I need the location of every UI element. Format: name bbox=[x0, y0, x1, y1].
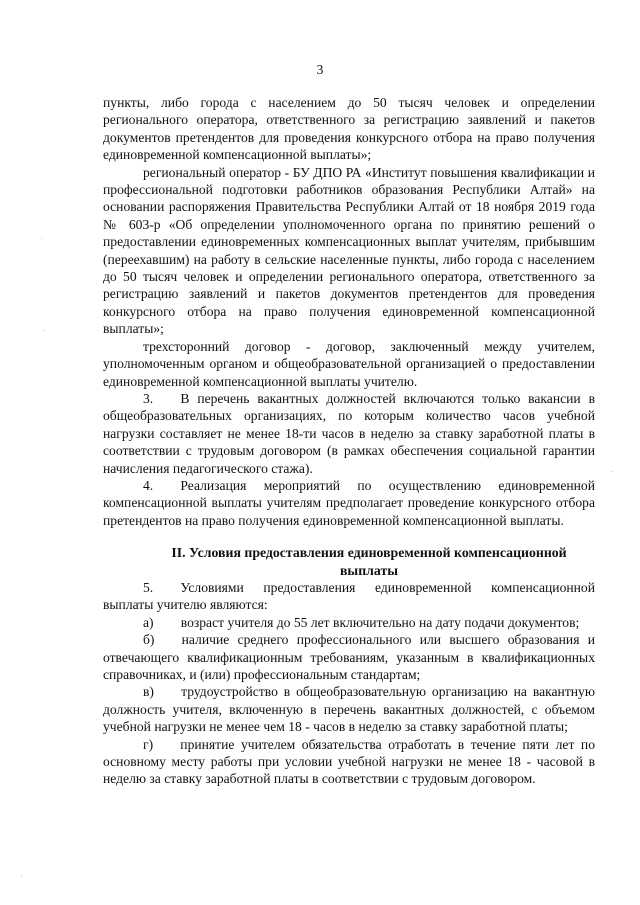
scan-speck bbox=[41, 238, 42, 239]
paragraph-condition-g: г) принятие учителем обязательства отработать в течение пяти лет по основному месту работы при условии учебной нагрузки не менее 18 - часовой в неделю за ставку заработной платы в соответствии с трудовым договором. bbox=[103, 736, 595, 787]
section-heading: II. Условия предоставления единовременной компенсационной выплаты bbox=[171, 545, 567, 578]
document-body bbox=[103, 94, 595, 788]
paragraph-condition-v: в) трудоустройство в общеобразовательную организацию на вакантную должность учителя, включенную в перечень вакантных должностей, с объемом учебной нагрузки не менее чем 18 - часов в неделю за ставку заработной платы; bbox=[103, 684, 595, 735]
paragraph-definition-continuation: пункты, либо города с населением до 50 тысяч человек и определении регионального оператора, ответственного за регистрацию заявлений и пакетов документов претендентов для проведения конкурсного отбора на право получения единовременной компенсационной выплаты»; bbox=[103, 95, 595, 163]
paragraph-item-5: 5. Условиями предоставления единовременной компенсационной выплаты учителю являются: bbox=[103, 579, 595, 613]
paragraph-condition-a: а) возраст учителя до 55 лет включительно на дату подачи документов; bbox=[143, 614, 580, 630]
scan-speck bbox=[44, 330, 45, 331]
paragraph-regional-operator: региональный оператор - БУ ДПО РА «Институт повышения квалификации и профессиональной подготовки работников образования Республики Алтай» на основании распоряжения Правительства Республики Алтай от 18 ноября 2019 года № 603-р «Об определении уполномоченного органа по принятию решений о предоставлении единовременных компенсационных выплат учителям, прибывшим (переехавшим) на работу в сельские населенные пункты, либо города с населением до 50 тысяч человек и определении регионального оператора, ответственного за регистрацию заявлений и пакетов документов претендентов для проведения конкурсного отбора на право получения единовременной компенсационной выплаты»; bbox=[103, 164, 595, 337]
scan-speck bbox=[612, 471, 613, 472]
page-number: 3 bbox=[316, 62, 324, 77]
paragraph-item-3: 3. В перечень вакантных должностей включаются только вакансии в общеобразовательных организациях, по которым количество часов учебной нагрузки составляет не менее 18-ти часов в неделю за ставку заработной платы в соответствии с трудовым договором (в рамках обеспечения социальной гарантии начисления педагогического стажа). bbox=[103, 390, 595, 476]
scan-speck bbox=[21, 876, 22, 877]
paragraph-tripartite-agreement: трехсторонний договор - договор, заключенный между учителем, уполномоченным органом и общеобразовательной организацией о предоставлении единовременной компенсационной выплаты учителю. bbox=[103, 338, 595, 389]
paragraph-condition-b: б) наличие среднего профессионального или высшего образования и отвечающего квалификационным требованиям, указанным в квалификационных справочниках, и (или) профессиональным стандартам; bbox=[103, 632, 595, 682]
paragraph-item-4: 4. Реализация мероприятий по осуществлению единовременной компенсационной выплаты учителям предполагает проведение конкурсного отбора претендентов на право получения единовременной компенсационной выплаты. bbox=[103, 477, 595, 528]
